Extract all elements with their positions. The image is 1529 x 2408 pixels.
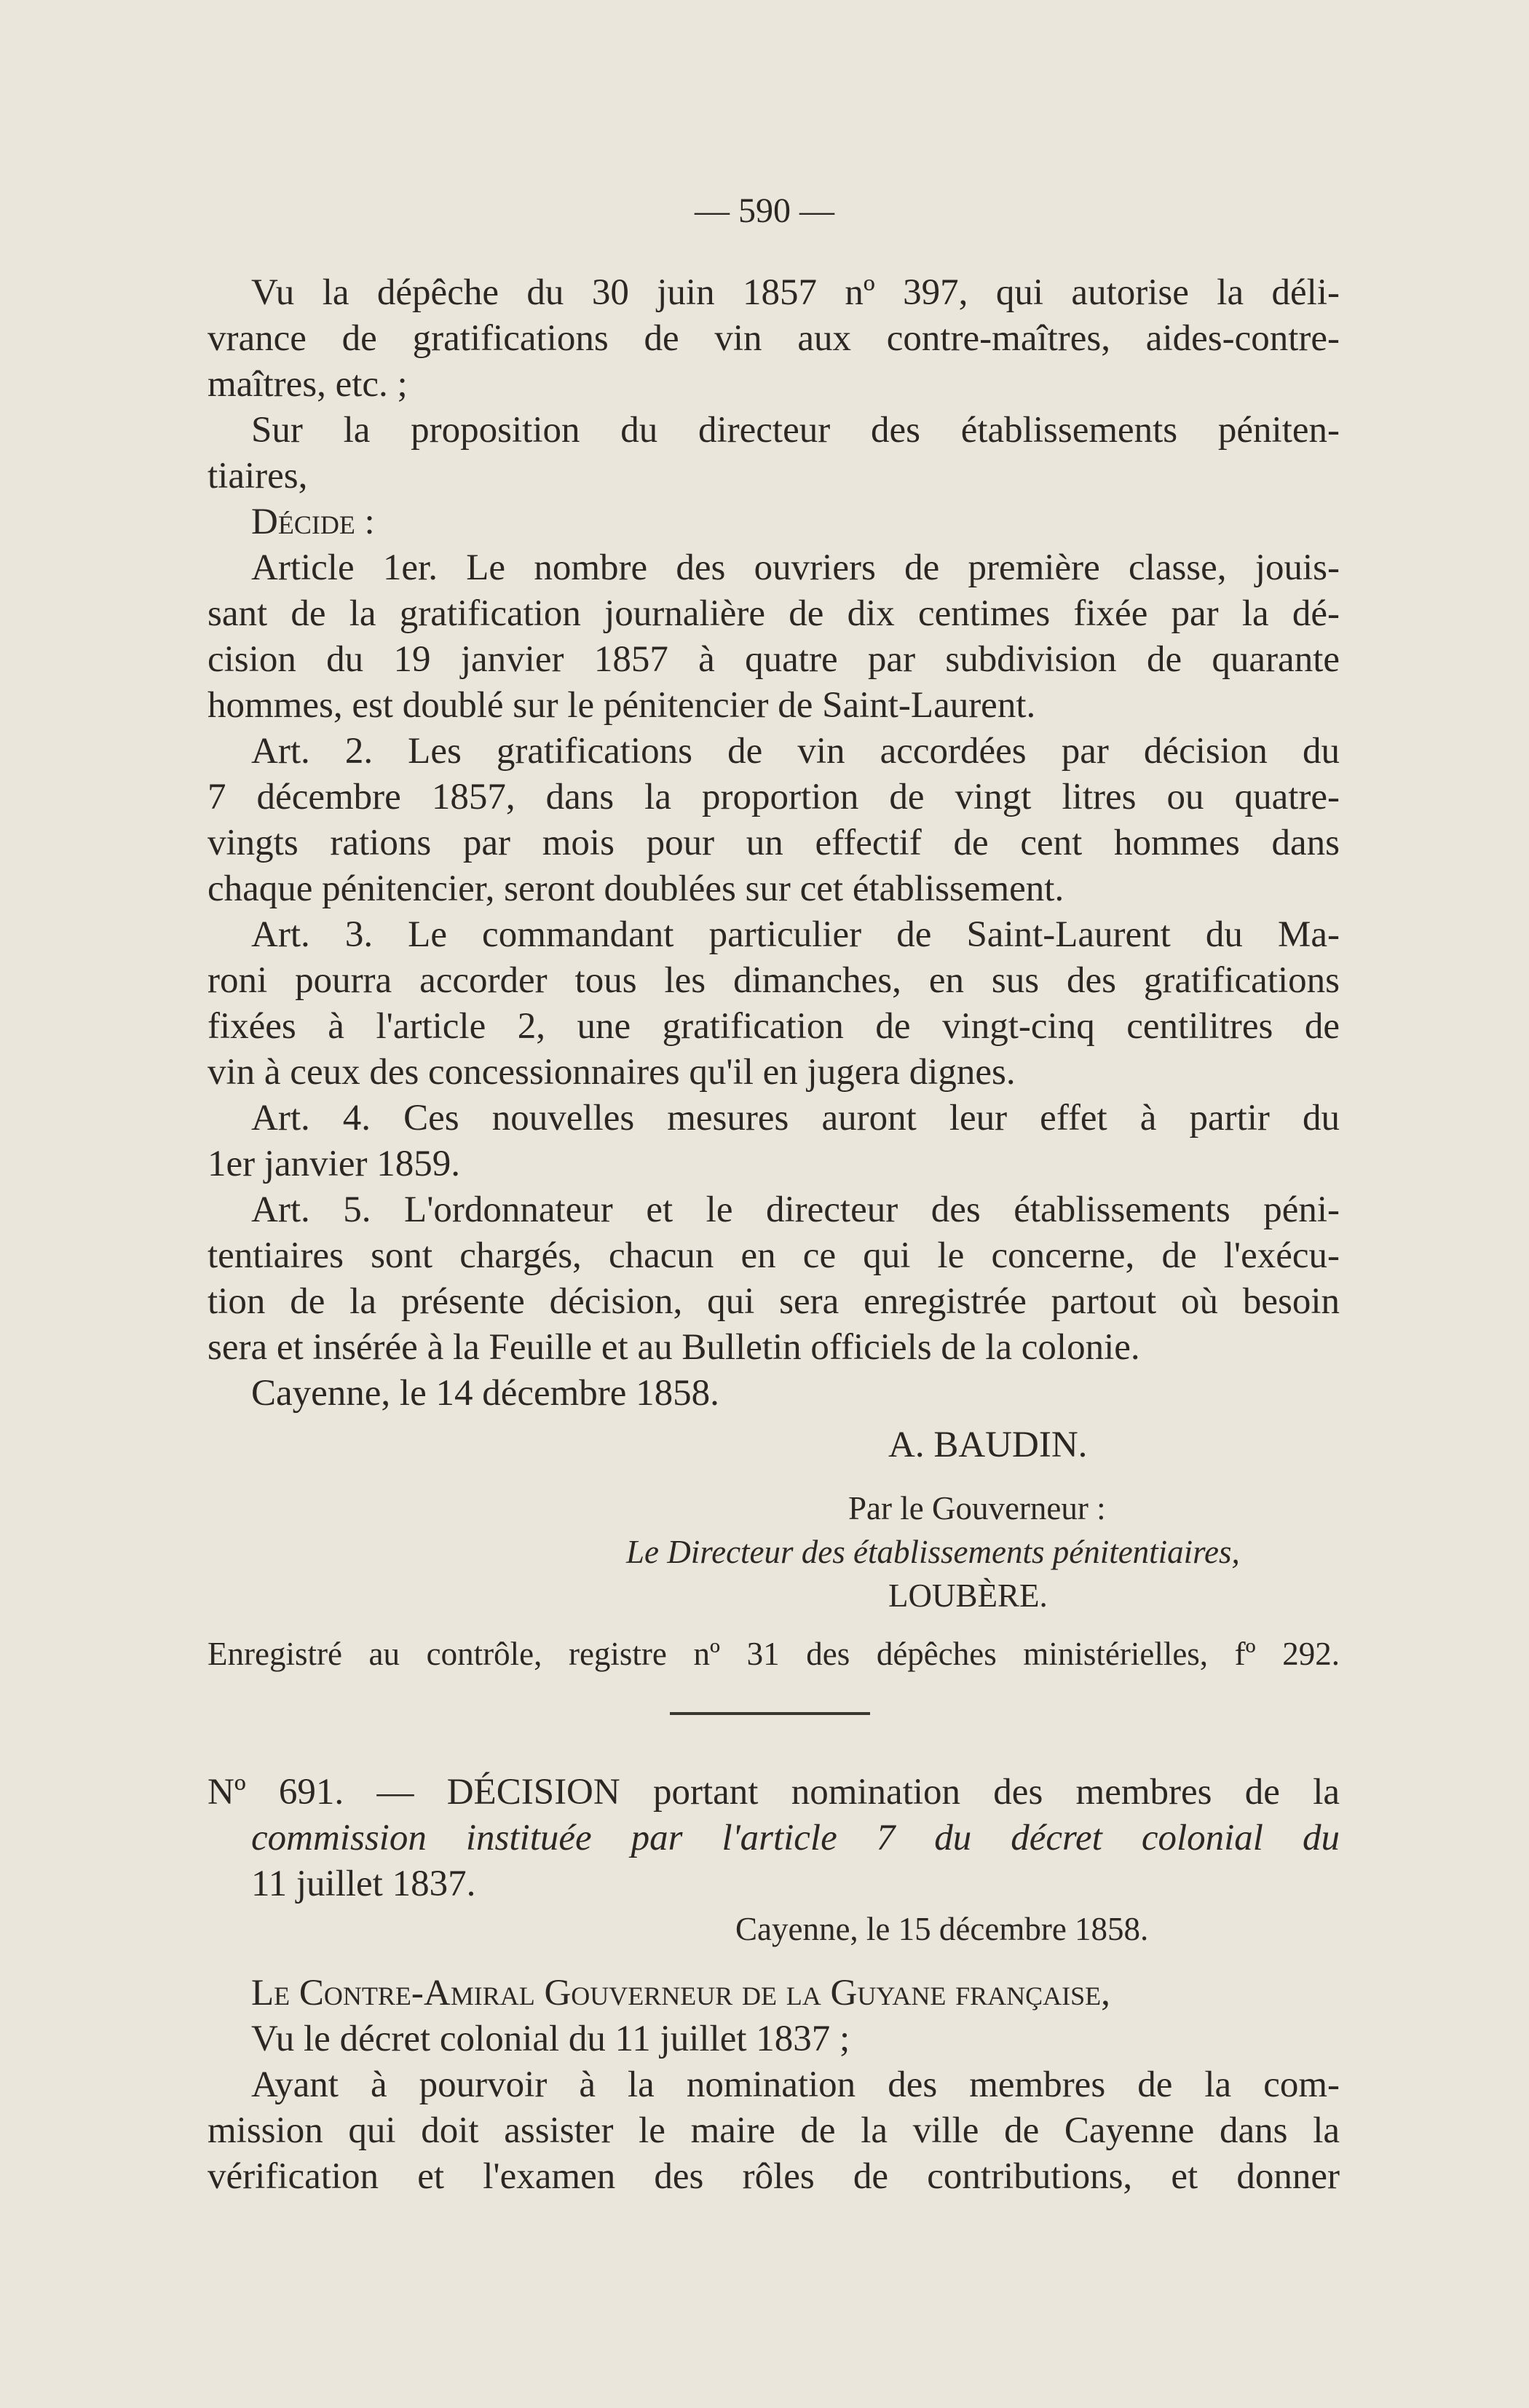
text-line: fixées à l'article 2, une gratification de vingt-cinq centilitres de (208, 1006, 1340, 1047)
section-divider (670, 1712, 870, 1715)
text-line: Vu la dépêche du 30 juin 1857 nº 397, qui autorise la déli- (251, 272, 1340, 313)
text-line: Ayant à pourvoir à la nomination des membres de la com- (251, 2064, 1340, 2105)
page-number: — 590 — (695, 191, 834, 230)
decision-691-title: Nº 691. — DÉCISION portant nomination des membres de la (208, 1772, 1340, 1813)
text-line: chaque pénitencier, seront doublées sur cet établissement. (208, 868, 1064, 909)
text-line: vrance de gratifications de vin aux contre-maîtres, aides-contre- (208, 318, 1340, 359)
place-date: Cayenne, le 15 décembre 1858. (735, 1911, 1149, 1947)
text-line: sant de la gratification journalière de dix centimes fixée par la dé- (208, 593, 1340, 634)
text-line: tiaires, (208, 456, 308, 496)
text-line: 1er janvier 1859. (208, 1144, 460, 1184)
text-line: maîtres, etc. ; (208, 364, 408, 405)
text-line: sera et insérée à la Feuille et au Bulletin officiels de la colonie. (208, 1327, 1140, 1368)
par-le-gouverneur: Par le Gouverneur : (848, 1490, 1106, 1526)
text-line: Art. 3. Le commandant particulier de Saint-Laurent du Ma- (251, 914, 1340, 955)
text-line: Sur la proposition du directeur des établissements péniten- (251, 410, 1340, 451)
text-line: vin à ceux des concessionnaires qu'il en jugera dignes. (208, 1052, 1016, 1093)
text-line: mission qui doit assister le maire de la ville de Cayenne dans la (208, 2110, 1340, 2151)
text-line: cision du 19 janvier 1857 à quatre par subdivision de quarante (208, 639, 1340, 680)
text-line: hommes, est doublé sur le pénitencier de Saint-Laurent. (208, 685, 1036, 726)
text-line: Art. 4. Ces nouvelles mesures auront leur effet à partir du (251, 1098, 1340, 1138)
decide-heading: Décide : (251, 502, 375, 542)
registration-note: Enregistré au contrôle, registre nº 31 des dépêches ministérielles, fº 292. (208, 1636, 1340, 1672)
text-line: tentiaires sont chargés, chacun en ce qui le concerne, de l'exécu- (208, 1235, 1340, 1276)
text-line: Art. 2. Les gratifications de vin accordées par décision du (251, 731, 1340, 772)
text-line: Art. 5. L'ordonnateur et le directeur des établissements péni- (251, 1189, 1340, 1230)
text-line: roni pourra accorder tous les dimanches, en sus des gratifications (208, 960, 1340, 1001)
text-line: vingts rations par mois pour un effectif de cent hommes dans (208, 823, 1340, 863)
decision-691-title: 11 juillet 1837. (251, 1864, 476, 1904)
text-line: tion de la présente décision, qui sera enregistrée partout où besoin (208, 1281, 1340, 1322)
text-line: Article 1er. Le nombre des ouvriers de première classe, jouis- (251, 547, 1340, 588)
directeur-name: LOUBÈRE. (888, 1577, 1048, 1614)
text-line: vérification et l'examen des rôles de contributions, et donner (208, 2156, 1340, 2197)
place-date: Cayenne, le 14 décembre 1858. (251, 1373, 719, 1414)
text-line: Vu le décret colonial du 11 juillet 1837 ; (251, 2019, 850, 2059)
text-line: Le Contre-Amiral Gouverneur de la Guyane française, (251, 1973, 1110, 2013)
decision-691-title: commission instituée par l'article 7 du décret colonial du (251, 1818, 1340, 1858)
text-line: 7 décembre 1857, dans la proportion de vingt litres ou quatre- (208, 777, 1340, 817)
signature-baudin: A. BAUDIN. (888, 1425, 1088, 1465)
directeur-title: Le Directeur des établissements pénitentiaires, (626, 1534, 1240, 1570)
